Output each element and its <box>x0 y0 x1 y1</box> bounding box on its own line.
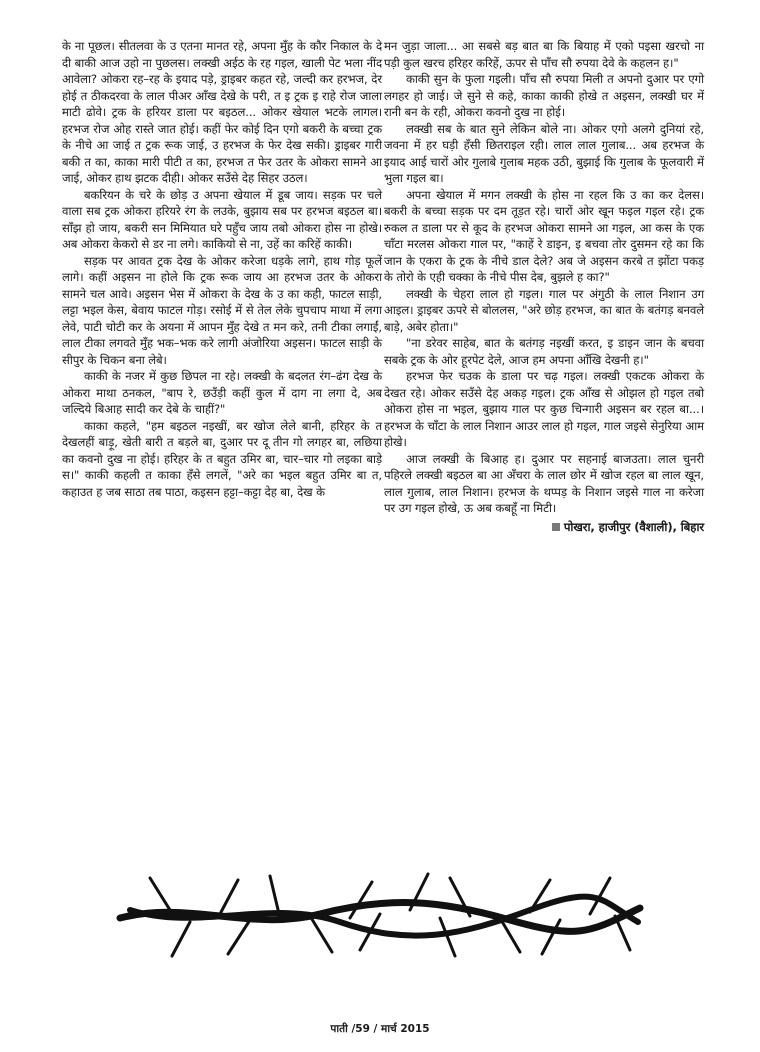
thorn-branch-ornament <box>110 870 650 960</box>
paragraph: सड़क पर आवत ट्रक देख के ओकर करेजा धड़के लागे, हाथ गोड़ फूलें लागे। कहीं अइसन ना होले कि ट्रक रूक जाय आ हरभज उतर के ओकरा सामने चल आवे। अइसन भेस में ओकरा के देख के उ का कही, फाटल साड़ी, लट्टा भइल केस, बेवाय फाटल गोड़। रसोई में से तेल लेके चुपचाप माथा में लगा लेवे, पाटी चोटी कर के अयना में आपन मुँह देखे त मन करे, तनी टीका लगाईं, लाल टीका लगवते मुँह भक–भक करे लागी अंजोरिया अइसन। फाटल साड़ी के सीपुर के चिकन बना लेबे। <box>62 253 382 367</box>
paragraph: बकरियन के चरे के छोड़ उ अपना खेयाल में डूब जाय। सड़क पर चले वाला सब ट्रक ओकरा हरियरे रंग के लउके, बुझाय सब पर हरभज बइठल बा। साँझ हो जाय, बकरी सन मिमियात घरे पहुँच जाय तबो ओकरा होस ना होखे। अब ओकरा केकरो से डर ना लगे। काकियो से ना, उहें का करिहें काकी। <box>62 187 382 251</box>
paragraph: लक्खी सब के बात सुने लेकिन बोले ना। ओकर एगो अलगे दुनियां रहे, जवना में हर घड़ी हँसी छितराइल रही। लाल लाल गुलाब... अब हरभज के इयाद आई चारों ओर गुलाबे गुलाब महक उठी, बुझाई कि गुलाब के फूलवारी में भुला गइल बा। <box>384 121 704 185</box>
paragraph: अपना खेयाल में मगन लक्खी के होस ना रहल कि उ का कर देलस। बकरी के बच्चा सड़क पर दम तूड़त रहे। चारों ओर खून फइल गइल रहे। ट्रक रुकल त डाला पर से कूद के हरभज ओकरा सामने आ गइल, आ कस के एक चाँटा मरलस ओकरा गाल पर, "काहें रे डाइन, इ बचवा तोर दुसमन रहे का कि जान के एकरा के ट्रक के नीचे डाल देले? अब जे अइसन करबे त झोंटा पकड़ के तोरो के एही चक्का के नीचे पीस देब, बुझले ह का?" <box>384 187 704 284</box>
paragraph: मन जुड़ा जाला... आ सबसे बड़ बात बा कि बियाह में एको पइसा खरचो ना पड़ी कुल खरच हरिहर करिहें, ऊपर से पाँच सौ रुपया देवे के कहलन ह।" <box>384 39 704 70</box>
right-column <box>384 38 704 535</box>
paragraph: लक्खी के चेहरा लाल हो गइल। गाल पर अंगुठी के लाल निशान उग आइल। ड्राइबर ऊपरे से बोललस, "अरे छोड़ हरभज, का बात के बतंगड़ बनवले बाड़े, अबेर होता।" <box>384 286 704 334</box>
byline-text: पोखरा, हाजीपुर (वैशाली), बिहार <box>563 519 704 534</box>
paragraph: काका कहले, "हम बइठल नइखीं, बर खोज लेले बानी, हरिहर के त देखलहीं बाड़ू, खेती बारी त बड़ले बा, दुआर पर दू तीन गो लगहर बा, लछिया का कवनो दुख ना होई। हरिहर के त बहुत उमिर बा, चार–चार गो लइका बाड़े स।" काकी कहली त काका हँसे लगलें, "अरे का भइल बहुत उमिर बा त, कहाउत ह जब साठा तब पाठा, कइसन हट्टा–कट्टा देह बा, देख के <box>62 418 382 499</box>
paragraph: के ना पूछल। सीतलवा के उ एतना मानत रहे, अपना मुँह के कौर निकाल के दे दी बाकी आज उहो ना पुछलस। लक्खी अईठ के रह गइल, खाली पेट भला नींद आवेला? ओकरा रह–रह के इयाद पड़े, ड्राइबर कहत रहे, जल्दी कर हरभज, देर होई त ठीकदरवा के लाल पीअर आँख देखे के परी, त इ ट्रक इ राहे रोज जाला माटी ढोवे। ट्रक के हरियर डाला पर बइठल... ओकर खेयाल भटके लागल। हरभज रोज ओह रास्ते जात होई। कहीं फेर कोई दिन एगो बकरी के बच्चा ट्रक के नीचे आ जाई त ट्रक रूक जाई, उ हरभज के फेर देख सकी। ड्राइबर गारी बकी त का, काका मारी पीटी त का, हरभज त फेर उतर के ओकरा सामने आ जाई, ओकर हाथ झटक दीही। ओकर सउँसे देह सिहर उठल। <box>62 39 382 185</box>
paragraph: काकी सुन के फुला गइली। पाँच सौ रुपया मिली त अपनो दुआर पर एगो लगहर हो जाई। जे सुने से कहे, काका काकी होखे त अइसन, लक्खी घर में रानी बन के रही, ओकरा कवनो दुख ना होई। <box>384 72 704 119</box>
paragraph: काकी के नजर में कुछ छिपल ना रहे। लक्खी के बदलत रंग–ढंग देख के ओकरा माथा ठनकल, "बाप रे, छउँड़ी कहीं कुल में दाग ना लगा दे, अब जल्दिये बिआह सादी कर देबे के चाहीं?" <box>62 369 382 416</box>
square-bullet-icon <box>552 523 560 531</box>
paragraph: आज लक्खी के बिआह ह। दुआर पर सहनाई बाजउता। लाल चुनरी पहिरले लक्खी बइठल बा आ अँचरा के लाल छोर में खोज रहल बा लाल खून, लाल गुलाब, लाल निशान। हरभज के थप्पड़ के निशान जइसे गाल ना करेजा पर उग गइल होखे, ऊ अब कबहूँ ना मिटी। <box>384 451 704 515</box>
page-footer: पाती /59 / मार्च 2015 <box>330 1023 430 1035</box>
left-column <box>62 38 382 500</box>
paragraph: "ना डरेवर साहेब, बात के बतंगड़ नइखीं करत, इ डाइन जान के बचवा सबके ट्रक के ओर हूरपेट देले, आज हम अपना आँखि देखनी ह।" <box>384 336 704 367</box>
paragraph: हरभज फेर चउक के डाला पर चढ़ गइल। लक्खी एकटक ओकरा के देखत रहे। ओकर सउँसे देह अकड़ गइल। ट्रक आँख से ओझल हो गइल तबो ओकरा होस ना भइल, बुझाय गाल पर कुछ चिन्गारी अइसन बर रहल बा...। हरभज के चाँटा के लाल निशान आउर लाल हो गइल, गाल जइसे सेनुरिया आम होखे। <box>384 369 704 449</box>
author-location <box>384 519 704 536</box>
